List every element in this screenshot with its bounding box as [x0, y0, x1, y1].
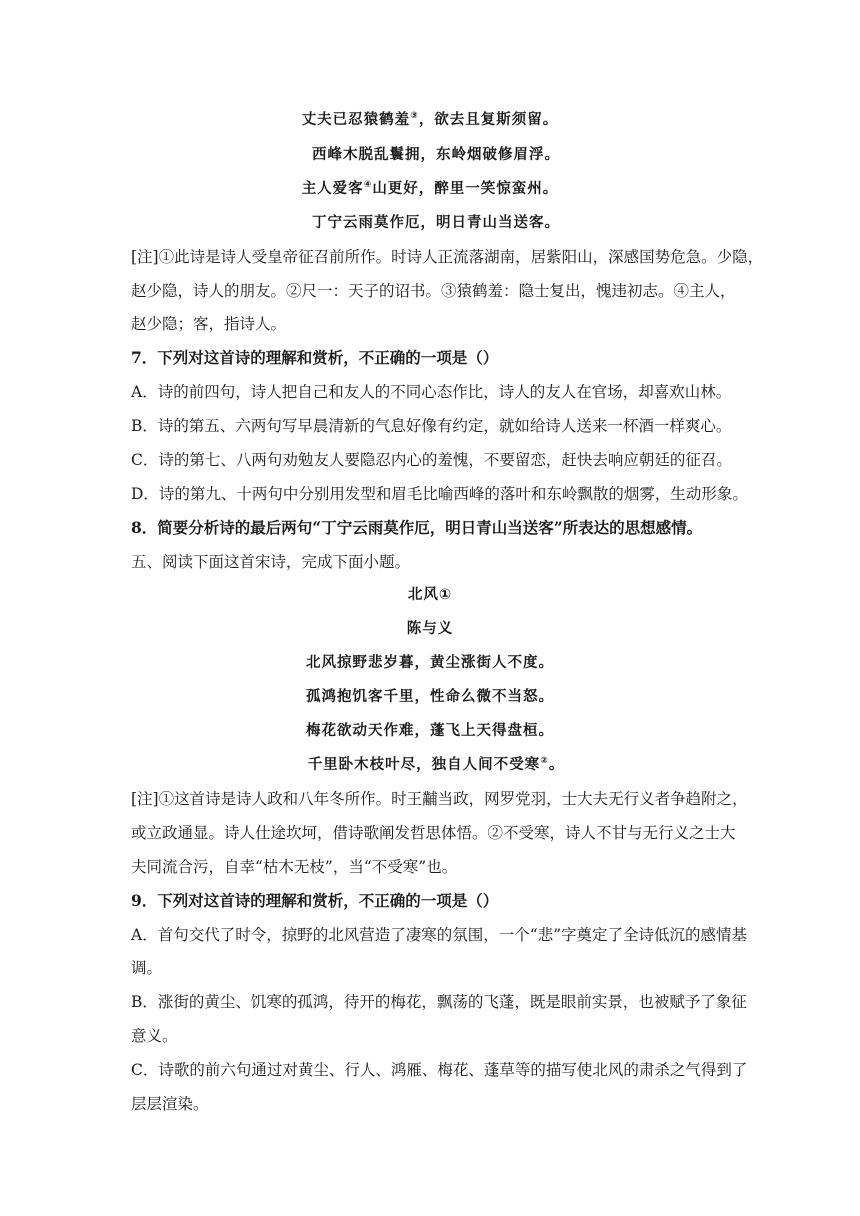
question-9-stem: 9．下列对这首诗的理解和赏析，不正确的一项是（）: [131, 891, 499, 910]
poem2-author: 陈与义: [406, 621, 454, 637]
poem1-line-2: 西峰木脱乱鬟拥，东岭烟破修眉浮。: [312, 147, 560, 163]
poem2-note-line-3: 夫同流合污，自幸“枯木无枝”，当“不受寒”也。: [131, 858, 458, 876]
poem2-note-line-1: [注]①这首诗是诗人政和八年冬所作。时王黼当政，网罗党羽，士大夫无行义者争趋附之，: [131, 790, 748, 808]
question-9-option-b-line-1: B．涨街的黄尘、饥寒的孤鸿，待开的梅花，飘荡的飞蓬，既是眼前实景，也被赋予了象征: [131, 993, 747, 1011]
poem2-note-line-2: 或立政通显。诗人仕途坎坷，借诗歌阐发哲思体悟。②不受寒，诗人不甘与无行义之士大: [131, 824, 736, 842]
question-7-stem: 7．下列对这首诗的理解和赏析，不正确的一项是（）: [131, 348, 499, 367]
question-9-option-b-line-2: 意义。: [131, 1027, 178, 1045]
poem1-note-line-1: [注]①此诗是诗人受皇帝征召前所作。时诗人正流落湖南，居紫阳山，深感国势危急。少隐，: [131, 248, 764, 266]
question-8: 8．简要分析诗的最后两句“丁宁云雨莫作厄，明日青山当送客”所表达的思想感情。: [131, 518, 703, 537]
poem1-note-line-3: 赵少隐；客，指诗人。: [131, 315, 287, 333]
poem1-note-line-2: 赵少隐，诗人的朋友。②尺一：天子的诏书。③猿鹤羞：隐士复出，愧违初志。④主人，: [131, 282, 736, 300]
poem1-line-1: 丈夫已忍猿鹤羞③，欲去且复斯须留。: [301, 111, 559, 128]
poem2-title: 北风①: [407, 587, 453, 603]
question-9-option-a-line-1: A．首句交代了时令，掠野的北风营造了凄寒的氛围，一个“悲”字奠定了全诗低沉的感情基: [131, 926, 748, 944]
question-7-option-a: A．诗的前四句，诗人把自己和友人的不同心态作比，诗人的友人在官场，却喜欢山林。: [131, 383, 732, 401]
question-7-option-d: D．诗的第九、十两句中分别用发型和眉毛比喻西峰的落叶和东岭飘散的烟雾，生动形象。: [131, 485, 748, 503]
poem1-line-4: 丁宁云雨莫作厄，明日青山当送客。: [312, 215, 560, 231]
question-9-option-a-line-2: 调。: [131, 959, 163, 977]
poem2-line-3: 梅花欲动天作难，蓬飞上天得盘桓。: [306, 723, 554, 739]
question-9-option-c-line-2: 层层渲染。: [131, 1095, 209, 1113]
question-9-option-c-line-1: C．诗歌的前六句通过对黄尘、行人、鸿雁、梅花、蓬草等的描写使北风的肃杀之气得到了: [131, 1061, 748, 1079]
poem1-line-3: 主人爱客④山更好，醉里一笑惊蛮州。: [301, 180, 559, 197]
question-7-option-c: C．诗的第七、八两句劝勉友人要隐忍内心的羞愧，不要留恋，赶快去响应朝廷的征召。: [131, 451, 732, 469]
poem2-line-2: 孤鸿抱饥客千里，性命么微不当怒。: [306, 689, 554, 705]
section-5-heading: 五、阅读下面这首宋诗，完成下面小题。: [131, 553, 411, 571]
poem2-line-4: 千里卧木枝叶尽，独自人间不受寒②。: [307, 756, 565, 773]
poem2-line-1: 北风掠野悲岁暮，黄尘涨街人不度。: [306, 655, 554, 671]
question-7-option-b: B．诗的第五、六两句写早晨清新的气息好像有约定，就如给诗人送来一杯酒一样爽心。: [131, 417, 732, 435]
